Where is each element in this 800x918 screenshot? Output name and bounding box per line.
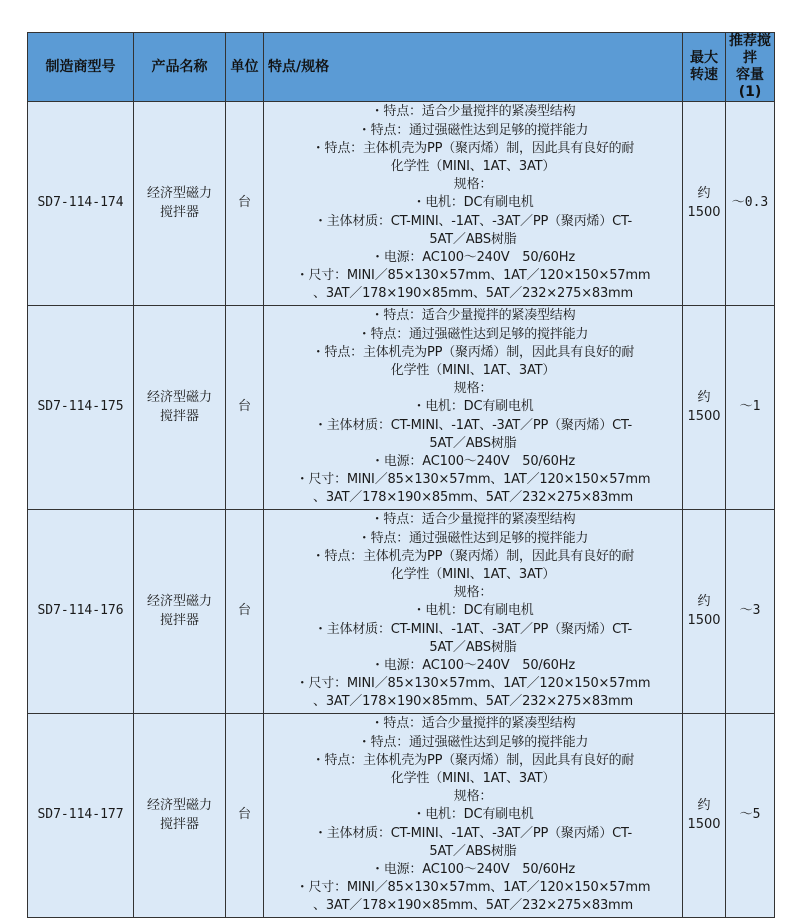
- max-speed-prefix: 约: [697, 594, 711, 610]
- feature-line: 规格：: [453, 789, 493, 805]
- feature-line: ・特点：主体机壳为PP（聚丙烯）制，因此具有良好的耐: [311, 344, 635, 360]
- table-header: [28, 33, 775, 102]
- capacity-cell: ～0.3: [726, 102, 775, 306]
- header-row: [28, 33, 775, 102]
- feature-line: 化学性（MINI、1AT、3AT）: [390, 566, 556, 582]
- header-product-name: 产品名称: [134, 33, 226, 102]
- product-name-line2: 搅拌器: [159, 408, 199, 424]
- feature-line: 、3AT／178×190×85mm、5AT／232×275×83mm: [313, 286, 633, 302]
- feature-line: ・尺寸：MINI／85×130×57mm、1AT／120×150×57mm: [295, 880, 651, 896]
- feature-line: ・主体材质：CT-MINI、-1AT、-3AT／PP（聚丙烯）CT-: [313, 825, 633, 841]
- max-speed-value: 1500: [687, 204, 721, 220]
- model-cell: SD7-114-176: [28, 510, 134, 714]
- max-speed-prefix: 约: [697, 186, 711, 202]
- header-max-speed-line1: 最大: [690, 50, 718, 66]
- feature-line: ・特点：通过强磁性达到足够的搅拌能力: [357, 122, 589, 138]
- feature-line: ・特点：适合少量搅拌的紧凑型结构: [370, 716, 576, 732]
- max-speed-prefix: 约: [697, 390, 711, 406]
- feature-line: 5AT／ABS树脂: [429, 231, 517, 247]
- header-capacity-line2: 容量(1): [736, 67, 764, 100]
- table-row: [28, 510, 775, 714]
- feature-line: 、3AT／178×190×85mm、5AT／232×275×83mm: [313, 898, 633, 914]
- feature-line: ・特点：通过强磁性达到足够的搅拌能力: [357, 734, 589, 750]
- feature-line: ・特点：通过强磁性达到足够的搅拌能力: [357, 530, 589, 546]
- product-name-cell: [134, 714, 226, 918]
- unit-cell: 台: [226, 510, 264, 714]
- header-capacity-line1: 推荐搅拌: [729, 33, 771, 66]
- features-cell: [264, 510, 683, 714]
- max-speed-cell: [683, 102, 726, 306]
- capacity-cell: ～1: [726, 306, 775, 510]
- model-cell: SD7-114-174: [28, 102, 134, 306]
- feature-line: ・尺寸：MINI／85×130×57mm、1AT／120×150×57mm: [295, 676, 651, 692]
- feature-line: 、3AT／178×190×85mm、5AT／232×275×83mm: [313, 490, 633, 506]
- feature-line: ・特点：适合少量搅拌的紧凑型结构: [370, 308, 576, 324]
- feature-line: 规格：: [453, 177, 493, 193]
- feature-line: ・电源：AC100～240V 50/60Hz: [371, 658, 575, 673]
- feature-line: 化学性（MINI、1AT、3AT）: [390, 770, 556, 786]
- feature-line: ・电机：DC有刷电机: [412, 807, 534, 823]
- product-name-line2: 搅拌器: [159, 612, 199, 628]
- header-capacity: [726, 33, 775, 102]
- feature-line: ・特点：主体机壳为PP（聚丙烯）制，因此具有良好的耐: [311, 752, 635, 768]
- unit-cell: 台: [226, 714, 264, 918]
- feature-line: 规格：: [453, 585, 493, 601]
- product-name-cell: [134, 102, 226, 306]
- max-speed-cell: [683, 714, 726, 918]
- header-max-speed-line2: 转速: [690, 67, 718, 83]
- feature-line: ・尺寸：MINI／85×130×57mm、1AT／120×150×57mm: [295, 472, 651, 488]
- product-name-line1: 经济型磁力: [146, 798, 212, 814]
- feature-line: ・特点：适合少量搅拌的紧凑型结构: [370, 512, 576, 528]
- feature-line: 化学性（MINI、1AT、3AT）: [390, 362, 556, 378]
- table-row: [28, 306, 775, 510]
- table-row: [28, 102, 775, 306]
- model-cell: SD7-114-175: [28, 306, 134, 510]
- feature-line: 5AT／ABS树脂: [429, 639, 517, 655]
- feature-line: ・特点：主体机壳为PP（聚丙烯）制，因此具有良好的耐: [311, 548, 635, 564]
- features-cell: [264, 714, 683, 918]
- feature-line: ・电机：DC有刷电机: [412, 603, 534, 619]
- feature-line: 5AT／ABS树脂: [429, 843, 517, 859]
- max-speed-cell: [683, 306, 726, 510]
- max-speed-value: 1500: [687, 408, 721, 424]
- header-unit: 单位: [226, 33, 264, 102]
- feature-line: ・特点：适合少量搅拌的紧凑型结构: [370, 104, 576, 120]
- feature-line: ・主体材质：CT-MINI、-1AT、-3AT／PP（聚丙烯）CT-: [313, 213, 633, 229]
- product-name-cell: [134, 510, 226, 714]
- table-body: [28, 102, 775, 918]
- max-speed-prefix: 约: [697, 798, 711, 814]
- unit-cell: 台: [226, 102, 264, 306]
- table-row: [28, 714, 775, 918]
- header-model: 制造商型号: [28, 33, 134, 102]
- capacity-cell: ～3: [726, 510, 775, 714]
- feature-line: ・电源：AC100～240V 50/60Hz: [371, 862, 575, 877]
- feature-line: ・主体材质：CT-MINI、-1AT、-3AT／PP（聚丙烯）CT-: [313, 417, 633, 433]
- model-cell: SD7-114-177: [28, 714, 134, 918]
- max-speed-value: 1500: [687, 612, 721, 628]
- product-name-line1: 经济型磁力: [146, 390, 212, 406]
- feature-line: ・电源：AC100～240V 50/60Hz: [371, 250, 575, 265]
- capacity-cell: ～5: [726, 714, 775, 918]
- feature-line: 5AT／ABS树脂: [429, 435, 517, 451]
- feature-line: ・电机：DC有刷电机: [412, 195, 534, 211]
- product-name-line1: 经济型磁力: [146, 594, 212, 610]
- feature-line: ・特点：通过强磁性达到足够的搅拌能力: [357, 326, 589, 342]
- features-cell: [264, 102, 683, 306]
- unit-cell: 台: [226, 306, 264, 510]
- product-name-line1: 经济型磁力: [146, 186, 212, 202]
- feature-line: 、3AT／178×190×85mm、5AT／232×275×83mm: [313, 694, 633, 710]
- header-max-speed: [683, 33, 726, 102]
- feature-line: ・电源：AC100～240V 50/60Hz: [371, 454, 575, 469]
- feature-line: ・电机：DC有刷电机: [412, 399, 534, 415]
- product-spec-table: [27, 32, 775, 918]
- max-speed-value: 1500: [687, 816, 721, 832]
- product-name-line2: 搅拌器: [159, 204, 199, 220]
- max-speed-cell: [683, 510, 726, 714]
- feature-line: ・主体材质：CT-MINI、-1AT、-3AT／PP（聚丙烯）CT-: [313, 621, 633, 637]
- feature-line: 化学性（MINI、1AT、3AT）: [390, 158, 556, 174]
- features-cell: [264, 306, 683, 510]
- feature-line: 规格：: [453, 381, 493, 397]
- header-features: 特点/规格: [264, 33, 683, 102]
- feature-line: ・尺寸：MINI／85×130×57mm、1AT／120×150×57mm: [295, 268, 651, 284]
- product-name-cell: [134, 306, 226, 510]
- feature-line: ・特点：主体机壳为PP（聚丙烯）制，因此具有良好的耐: [311, 140, 635, 156]
- product-name-line2: 搅拌器: [159, 816, 199, 832]
